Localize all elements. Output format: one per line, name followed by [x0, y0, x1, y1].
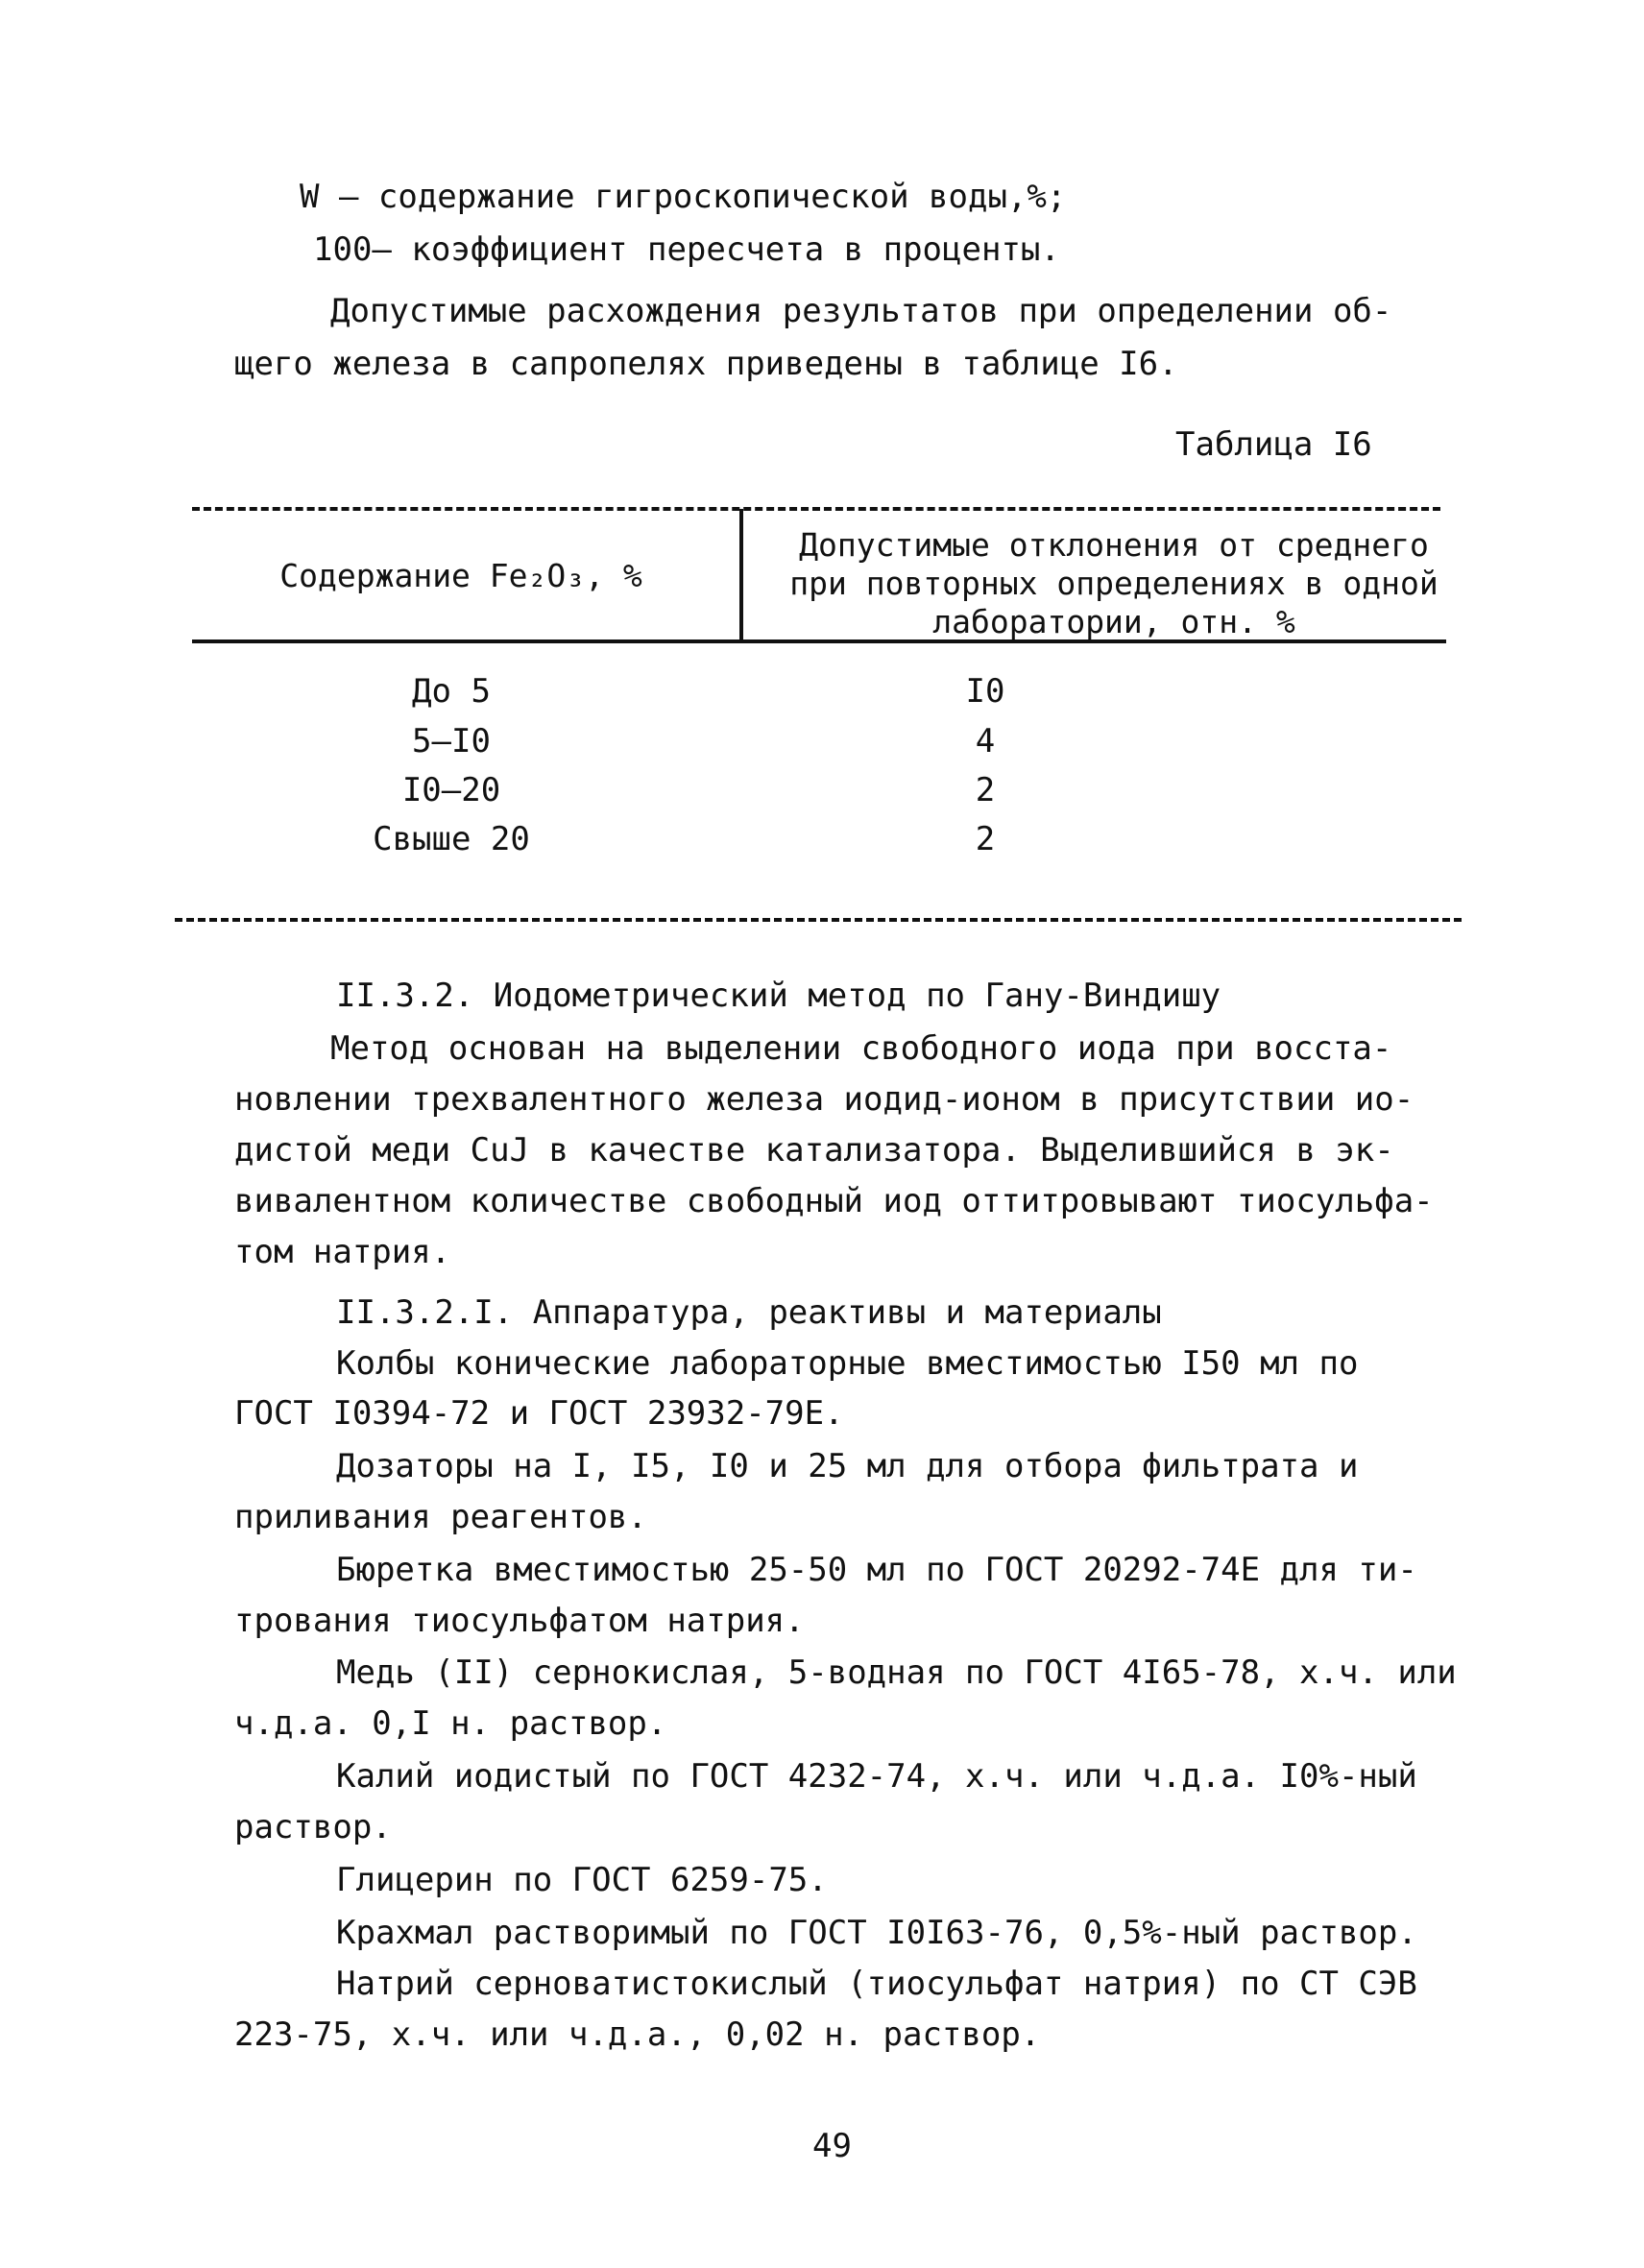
page-number: 49 — [812, 2127, 852, 2165]
column-header-deviation-line-2: при повторных определениях в одной — [789, 565, 1438, 602]
cell-content: I0–20 — [401, 771, 501, 809]
method-line-1: Метод основан на выделении свободного иода при восста- — [330, 1029, 1392, 1068]
table-bottom-rule — [175, 918, 1462, 922]
material-flasks-cont: ГОСТ I0394-72 и ГОСТ 23932-79Е. — [234, 1394, 844, 1433]
material-copper-sulfate: Медь (II) сернокислая, 5-водная по ГОСТ 4I65-78, х.ч. или — [336, 1653, 1457, 1692]
cell-content: 5–I0 — [412, 722, 491, 760]
intro-line-2: щего железа в сапропелях приведены в таблице I6. — [234, 345, 1178, 383]
table-header-rule — [192, 639, 1446, 643]
material-glycerin: Глицерин по ГОСТ 6259-75. — [336, 1861, 828, 1899]
cell-content: До 5 — [412, 672, 491, 711]
column-header-deviation — [759, 526, 1469, 641]
intro-line-1: Допустимые расхождения результатов при определении об- — [330, 292, 1392, 330]
definition-w: W – содержание гигроскопической воды,%; — [300, 178, 1067, 216]
material-burette-cont: трования тиосульфатом натрия. — [234, 1602, 805, 1640]
cell-deviation: 2 — [975, 820, 996, 858]
material-flasks: Колбы конические лабораторные вместимостью I50 мл по — [336, 1344, 1359, 1383]
material-copper-sulfate-cont: ч.д.а. 0,I н. раствор. — [234, 1704, 667, 1743]
method-line-2: новлении трехвалентного железа иодид-ионом в присутствии ио- — [234, 1080, 1414, 1119]
cell-deviation: 2 — [975, 771, 996, 809]
table-column-divider — [739, 509, 743, 641]
table-top-rule — [192, 507, 1440, 511]
column-header-content: Содержание Fe₂O₃, % — [279, 557, 642, 594]
cell-content: Свыше 20 — [373, 820, 530, 858]
section-title: II.3.2. Иодометрический метод по Гану-Виндишу — [336, 977, 1221, 1015]
column-header-deviation-line-1: Допустимые отклонения от среднего — [799, 526, 1429, 564]
material-potassium-iodide: Калий иодистый по ГОСТ 4232-74, х.ч. или ч.д.а. I0%-ный — [336, 1757, 1417, 1796]
table-caption: Таблица I6 — [1175, 425, 1372, 464]
method-line-5: том натрия. — [234, 1233, 451, 1271]
subsection-title: II.3.2.I. Аппаратура, реактивы и материалы — [336, 1293, 1162, 1332]
material-thiosulfate: Натрий серноватистокислый (тиосульфат натрия) по СТ СЭВ — [336, 1965, 1417, 2003]
cell-deviation: I0 — [965, 672, 1005, 711]
material-potassium-iodide-cont: раствор. — [234, 1808, 392, 1846]
material-thiosulfate-cont: 223-75, х.ч. или ч.д.а., 0,02 н. раствор. — [234, 2015, 1041, 2054]
column-header-deviation-line-3: лаборатории, отн. % — [932, 603, 1295, 640]
material-burette: Бюретка вместимостью 25-50 мл по ГОСТ 20292-74Е для ти- — [336, 1551, 1417, 1589]
method-line-4: вивалентном количестве свободный иод оттитровывают тиосульфа- — [234, 1182, 1434, 1220]
definition-100: 100– коэффициент пересчета в проценты. — [313, 230, 1060, 269]
method-line-3: дистой меди CuJ в качестве катализатора. Выделившийся в эк- — [234, 1131, 1394, 1170]
material-dispensers: Дозаторы на I, I5, I0 и 25 мл для отбора фильтрата и — [336, 1447, 1359, 1485]
material-starch: Крахмал растворимый по ГОСТ I0I63-76, 0,5%-ный раствор. — [336, 1914, 1417, 1952]
material-dispensers-cont: приливания реагентов. — [234, 1498, 647, 1536]
cell-deviation: 4 — [975, 722, 996, 760]
